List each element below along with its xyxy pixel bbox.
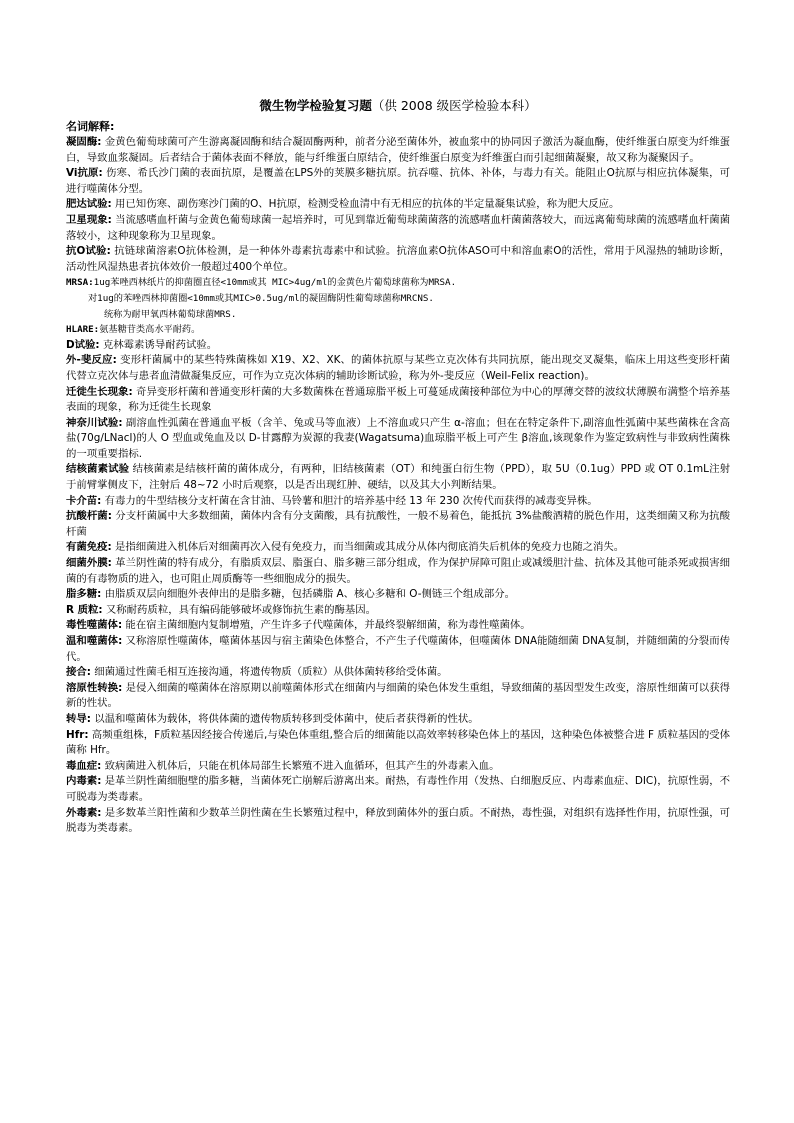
glossary-entry xyxy=(66,291,730,307)
glossary-entry xyxy=(66,353,730,384)
glossary-definition: 是多数革兰阳性菌和少数革兰阴性菌在生长繁殖过程中，释放到菌体外的蛋白质。不耐热，毒性强，对组织有选择性作用，抗原性强，可脱毒为类毒素。 xyxy=(66,806,731,835)
glossary-definition: 氨基糖苷类高水平耐药。 xyxy=(99,324,201,336)
glossary-entry xyxy=(66,166,730,197)
glossary-term: Vi抗原: xyxy=(66,167,103,180)
document-title xyxy=(66,96,730,114)
glossary-entry xyxy=(66,540,730,556)
glossary-definition: 是指细菌进入机体后对细菌再次入侵有免疫力，而当细菌或其成分从体内彻底消失后机体的免疫力也随之消失。 xyxy=(111,541,625,554)
glossary-term: 温和噬菌体: xyxy=(66,635,123,647)
glossary-entry xyxy=(66,665,730,681)
glossary-definition: 是革兰阴性菌细胞壁的脂多糖，当菌体死亡崩解后游离出来。耐热，有毒性作用（发热、白细胞反应、内毒素血症、DIC)，抗原性弱，不可脱毒为类毒素。 xyxy=(66,775,730,803)
glossary-term: Hfr: xyxy=(66,728,89,741)
glossary-entry xyxy=(66,774,730,805)
glossary-term: 卡介苗: xyxy=(66,494,102,507)
glossary-entry xyxy=(66,275,730,291)
glossary-definition: 由脂质双层向细胞外表伸出的是脂多糖，包括磷脂 A、核心多糖和 O-侧链三个组成部分。 xyxy=(101,588,516,601)
glossary-definition: 变形杆菌属中的某些特殊菌株如 X19、X2、XK、的菌体抗原与某些立克次体有共同抗原，能出现交叉凝集，临床上用这些变形杆菌代替立克次体与患者血清做凝集反应，可作为立克次体病的辅助诊断试验，称为外-斐反应（Weil-Felix reaction)。 xyxy=(66,354,730,382)
glossary-term: 内毒素: xyxy=(66,775,102,788)
glossary-term: 细菌外膜: xyxy=(66,557,112,570)
glossary-term: R 质粒: xyxy=(66,603,103,616)
glossary-definition: 统称为耐甲氧西林葡萄球菌MRS. xyxy=(104,308,237,320)
glossary-definition: 又称溶原性噬菌体，噬菌体基因与宿主菌染色体整合，不产生子代噬菌体，但噬菌体 DNA能随细菌 DNA复制，并随细菌的分裂而传代。 xyxy=(66,635,730,663)
glossary-entry xyxy=(66,603,730,619)
glossary-definition: 以温和噬菌体为载体，将供体菌的遗传物质转移到受体菌中，使后者获得新的性状。 xyxy=(90,712,479,725)
glossary-entry xyxy=(66,135,730,166)
glossary-definition: 对1ug的苯唑西林抑菌圈<10mm或其MIC>0.5ug/ml的凝固酶阴性葡萄球菌称MRCNS. xyxy=(88,292,434,304)
glossary-term: 毒性噬菌体: xyxy=(66,619,123,632)
glossary-definition: 副溶血性弧菌在普通血平板（含羊、兔或马等血液）上不溶血或只产生 α-溶血；但在在特定条件下,副溶血性弧菌中某些菌株在含高盐(70g/LNacl)的人 O 型血或兔血及以 D-甘露醇为炭源的我妻(Wagatsuma)血琼脂平板上可产生 β溶血,该现象作为鉴定致病性与非致病性菌株的一项重要指标. xyxy=(66,416,730,460)
glossary-definition: 分支杆菌属中大多数细菌，菌体内含有分支菌酸，具有抗酸性，一般不易着色，能抵抗 3%盐酸酒精的脱色作用，这类细菌又称为抗酸杆菌 xyxy=(66,510,730,538)
glossary-term: 凝固酶: xyxy=(66,136,102,148)
glossary-term: 溶原性转换: xyxy=(66,681,123,694)
glossary-entry xyxy=(66,197,730,213)
glossary-term: 有菌免疫: xyxy=(66,541,112,554)
glossary-term: 卫星现象: xyxy=(66,213,112,226)
glossary-term: 结核菌素试验 xyxy=(66,463,130,476)
glossary-term: 肥达试验: xyxy=(66,198,112,211)
glossary-definition: 奇异变形杆菌和普通变形杆菌的大多数菌株在普通琼脂平板上可蔓延成菌接种部位为中心的厚薄交替的波纹状薄膜布满整个培养基表面的现象，称为迁徙生长现象 xyxy=(66,385,731,414)
title-text: 微生物学检验复习题 xyxy=(259,98,372,113)
glossary-definition: 克林霉素诱导耐药试验。 xyxy=(99,338,218,351)
glossary-term: 迁徙生长现象: xyxy=(66,385,133,398)
glossary-definition: 用已知伤寒、副伤寒沙门菌的O、H抗原，检测受检血清中有无相应的抗体的半定量凝集试验，称为肥大反应。 xyxy=(111,198,620,211)
glossary-term: MRSA: xyxy=(66,277,94,289)
glossary-definition: 是侵入细菌的噬菌体在溶原期以前噬菌体形式在细菌内与细菌的染色体发生重组，导致细菌的基因型发生改变，溶原性细菌可以获得新的性状。 xyxy=(66,681,731,710)
glossary-term: 接合: xyxy=(66,666,91,679)
glossary-definition: 抗链球菌溶素O抗体检测，是一种体外毒素抗毒素中和试验。抗溶血素O抗体ASO可中和溶血素O的活性，常用于风湿热的辅助诊断，活动性风湿热患者抗体效价一般超过400个单位。 xyxy=(66,245,730,273)
document-page xyxy=(66,96,730,837)
glossary-entry xyxy=(66,385,730,416)
glossary-entry xyxy=(66,618,730,634)
glossary-term: 转导: xyxy=(66,712,91,725)
glossary-entry xyxy=(66,634,730,665)
glossary-term: 脂多糖: xyxy=(66,588,102,601)
glossary-entry xyxy=(66,806,730,837)
glossary-definition: 高频重组株，F质粒基因经接合传递后,与染色体重组,整合后的细菌能以高效率转移染色体上的基因，这种染色体被整合进 F 质粒基因的受体菌称 Hfr。 xyxy=(66,728,731,757)
glossary-list xyxy=(66,135,730,837)
glossary-term: 毒血症: xyxy=(66,759,102,772)
glossary-entry xyxy=(66,587,730,603)
glossary-entry xyxy=(66,509,730,540)
section-heading: 名词解释: xyxy=(66,120,115,133)
glossary-term: 外毒素: xyxy=(66,806,102,819)
glossary-term: 抗O试验: xyxy=(66,245,111,258)
glossary-definition: 结核菌素是结核杆菌的菌体成分，有两种，旧结核菌素（OT）和纯蛋白衍生物（PPD），取 5U（0.1ug）PPD 或 OT 0.1mL注射于前臂掌侧皮下，注射后 48~72 小时后观察，以是否出现红肿、硬结，以及其大小判断结果。 xyxy=(66,463,730,492)
glossary-definition: 金黄色葡萄球菌可产生游离凝固酶和结合凝固酶两种，前者分泌至菌体外，被血浆中的协同因子激活为凝血酶，使纤维蛋白原变为纤维蛋白，导致血浆凝固。后者结合于菌体表面不释放，能与纤维蛋白原结合，使纤维蛋白原变为纤维蛋白而引起细菌凝聚，故又称为凝聚因子。 xyxy=(66,136,731,164)
glossary-definition: 革兰阴性菌的特有成分，有脂质双层、脂蛋白、脂多糖三部分组成，作为保护屏障可阻止或减缓胆汁盐、抗体及其他可能杀死或损害细菌的有毒物质的进入，也可阻止周质酶等一些细胞成分的损失。 xyxy=(66,557,731,585)
glossary-entry xyxy=(66,681,730,712)
glossary-definition: 致病菌进入机体后，只能在机体局部生长繁殖不进入血循环，但其产生的外毒素入血。 xyxy=(101,759,500,772)
glossary-entry xyxy=(66,213,730,244)
glossary-definition: 能在宿主菌细胞内复制增殖，产生许多子代噬菌体，并最终裂解细菌，称为毒性噬菌体。 xyxy=(122,619,531,632)
title-subtitle: （供 2008 级医学检验本科） xyxy=(371,98,537,113)
glossary-definition: 又称耐药质粒，具有编码能够破坏或修饰抗生素的酶基因。 xyxy=(102,603,377,616)
glossary-definition: 1ug苯唑西林纸片的抑菌圈直径<10mm或其 MIC>4ug/ml的金黄色片葡萄球菌称为MRSA. xyxy=(93,277,457,289)
glossary-entry xyxy=(66,307,730,323)
glossary-entry xyxy=(66,462,730,493)
glossary-definition: 细菌通过性菌毛相互连接沟通，将遗传物质（质粒）从供体菌转移给受体菌。 xyxy=(90,666,448,679)
glossary-term: 抗酸杆菌: xyxy=(66,510,112,523)
glossary-entry xyxy=(66,712,730,728)
glossary-definition: 当流感嗜血杆菌与金黄色葡萄球菌一起培养时，可见到靠近葡萄球菌菌落的流感嗜血杆菌菌落较大，而远离葡萄球菌的流感嗜血杆菌菌落较小，这种现象称为卫星现象。 xyxy=(66,213,731,242)
glossary-entry xyxy=(66,244,730,275)
glossary-entry xyxy=(66,759,730,775)
glossary-entry xyxy=(66,322,730,338)
glossary-definition: 伤寒、希氏沙门菌的表面抗原，是覆盖在LPS外的荚膜多糖抗原。抗吞噬、抗体、补体，与毒力有关。能阻止O抗原与相应抗体凝集，可进行噬菌体分型。 xyxy=(66,167,730,195)
glossary-entry xyxy=(66,556,730,587)
glossary-entry xyxy=(66,416,730,463)
glossary-definition: 有毒力的牛型结核分支杆菌在含甘油、马铃薯和胆汁的培养基中经 13 年 230 次传代而获得的减毒变异株。 xyxy=(101,494,598,507)
glossary-term: 外-斐反应: xyxy=(66,354,117,367)
glossary-entry xyxy=(66,338,730,354)
glossary-term: HLARE: xyxy=(66,324,100,336)
glossary-entry xyxy=(66,494,730,510)
glossary-term: D试验: xyxy=(66,338,100,351)
glossary-entry xyxy=(66,728,730,759)
glossary-term: 神奈川试验: xyxy=(66,416,123,429)
